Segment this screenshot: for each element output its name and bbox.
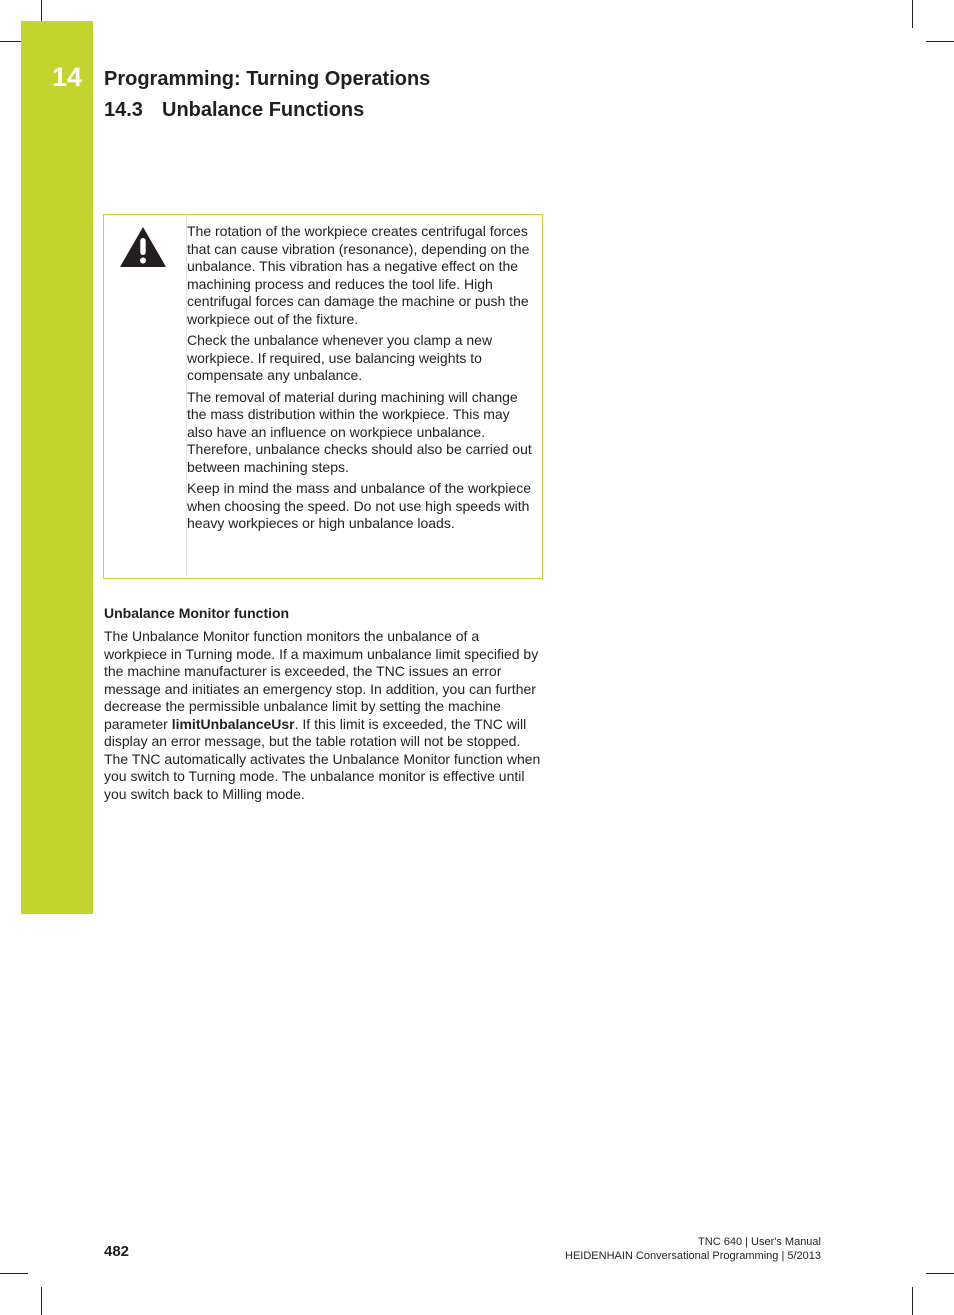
crop-mark [0, 1273, 28, 1274]
machine-parameter: limitUnbalanceUsr [171, 715, 295, 732]
chapter-sidebar [21, 21, 93, 914]
chapter-number: 14 [52, 62, 83, 92]
crop-mark [912, 1287, 913, 1315]
crop-mark [926, 41, 954, 42]
crop-mark [41, 1287, 42, 1315]
body-paragraph [104, 628, 545, 803]
body-text-part: The Unbalance Monitor function monitors the unbalance of a workpiece in Turning mode. If a maximum unbalance limit specified by the machine manufacturer is exceeded, the TNC issues an error message and initiates an emergency stop. In addition, you can further decrease the permissible unbalance limit by setting the machine parameter [104, 628, 539, 732]
warning-box [103, 214, 543, 579]
section-title [104, 99, 364, 122]
footer-manual-title: TNC 640 | User's Manual [698, 1236, 821, 1248]
body-text-part: . If this limit is exceeded, the TNC will display an error message, but the table rotation will not be stopped. The TNC automatically activates the Unbalance Monitor function when you switch to Turning mode. The unbalance monitor is effective until you switch back to Milling mode. [104, 715, 541, 802]
section-number: 14.3 [104, 99, 143, 121]
warning-paragraph: The rotation of the workpiece creates centrifugal forces that can cause vibration (resonance), depending on the unbalance. This vibration has a negative effect on the machining process and reduces the tool life. High centrifugal forces can damage the machine or push the workpiece out of the fixture. [187, 223, 530, 327]
warning-paragraph: The removal of material during machining will change the mass distribution within the workpiece. This may also have an influence on workpiece unbalance. Therefore, unbalance checks should also be carried out between machining steps. [187, 388, 532, 475]
crop-mark [926, 1273, 954, 1274]
chapter-title: Programming: Turning Operations [104, 68, 431, 90]
warning-text [187, 223, 537, 537]
footer-publication-info: HEIDENHAIN Conversational Programming | 5/2013 [565, 1250, 821, 1262]
page-number: 482 [104, 1243, 130, 1260]
warning-triangle-icon [119, 225, 167, 269]
footer [565, 1235, 821, 1263]
crop-mark [912, 0, 913, 28]
warning-paragraph: Keep in mind the mass and unbalance of the workpiece when choosing the speed. Do not use high speeds with heavy workpieces or high unbalance loads. [187, 480, 531, 531]
section-title-text: Unbalance Functions [162, 99, 365, 121]
warning-paragraph: Check the unbalance whenever you clamp a new workpiece. If required, use balancing weights to compensate any unbalance. [187, 332, 493, 383]
subsection-heading: Unbalance Monitor function [104, 605, 290, 621]
